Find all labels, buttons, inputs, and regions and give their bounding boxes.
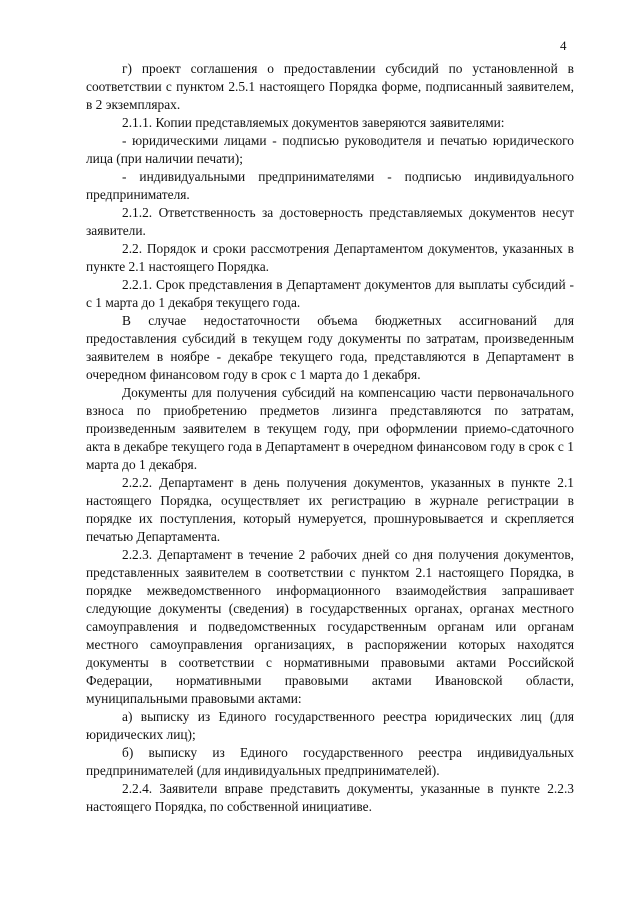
- paragraph-2-2: 2.2. Порядок и сроки рассмотрения Департаментом документов, указанных в пункте 2.1 настоящего Порядка.: [86, 241, 574, 274]
- paragraph-item-g: г) проект соглашения о предоставлении субсидий по установленной в соответствии с пунктом 2.5.1 настоящего Порядка форме, подписанный заявителем, в 2 экземплярах.: [86, 61, 574, 112]
- page-number: 4: [560, 38, 567, 53]
- paragraph-2-2-3: 2.2.3. Департамент в течение 2 рабочих дней со дня получения документов, представленных заявителем в соответствии с пунктом 2.1 настоящего Порядка, в порядке межведомственного информационного взаимодействия запрашивает следующие документы (сведения) в государственных органах, органах местного самоуправления и подведомственных государственным органам или органам местного самоуправления организациях, в распоряжении которых находятся документы в соответствии с нормативными правовыми актами Российской Федерации, нормативными правовыми актами Ивановской области, муниципальными правовыми актами:: [86, 547, 574, 706]
- paragraph-2-1-1: 2.1.1. Копии представляемых документов заверяются заявителями:: [122, 115, 505, 130]
- paragraph-insufficient-funds: В случае недостаточности объема бюджетных ассигнований для предоставления субсидий в текущем году документы по затратам, произведенным заявителем в ноябре - декабре текущего года, представляются в Департамент в очередном финансовом году в срок с 1 марта до 1 декабря.: [86, 313, 574, 382]
- paragraph-2-2-4: 2.2.4. Заявители вправе представить документы, указанные в пункте 2.2.3 настоящего Порядка, по собственной инициативе.: [86, 781, 574, 814]
- document-body: [86, 60, 574, 816]
- paragraph-item-b: б) выписку из Единого государственного реестра индивидуальных предпринимателей (для индивидуальных предпринимателей).: [86, 745, 574, 778]
- paragraph-2-2-1: 2.2.1. Срок представления в Департамент документов для выплаты субсидий - с 1 марта до 1 декабря текущего года.: [86, 277, 574, 310]
- paragraph-2-1-2: 2.1.2. Ответственность за достоверность представляемых документов несут заявители.: [86, 205, 574, 238]
- paragraph-leasing: Документы для получения субсидий на компенсацию части первоначального взноса по приобретению предметов лизинга представляются по затратам, произведенным заявителем в текущем году, при оформлении приемо-сдаточного акта в декабре текущего года в Департамент в очередном финансовом году в срок с 1 марта до 1 декабря.: [86, 385, 574, 472]
- paragraph-item-a: а) выписку из Единого государственного реестра юридических лиц (для юридических лиц);: [86, 709, 574, 742]
- paragraph-2-2-2: 2.2.2. Департамент в день получения документов, указанных в пункте 2.1 настоящего Порядка, осуществляет их регистрацию в журнале регистрации в порядке их поступления, который нумеруется, прошнуровывается и скрепляется печатью Департамента.: [86, 475, 574, 544]
- paragraph-legal-entities: - юридическими лицами - подписью руководителя и печатью юридического лица (при наличии печати);: [86, 133, 574, 166]
- paragraph-entrepreneurs: - индивидуальными предпринимателями - подписью индивидуального предпринимателя.: [86, 169, 574, 202]
